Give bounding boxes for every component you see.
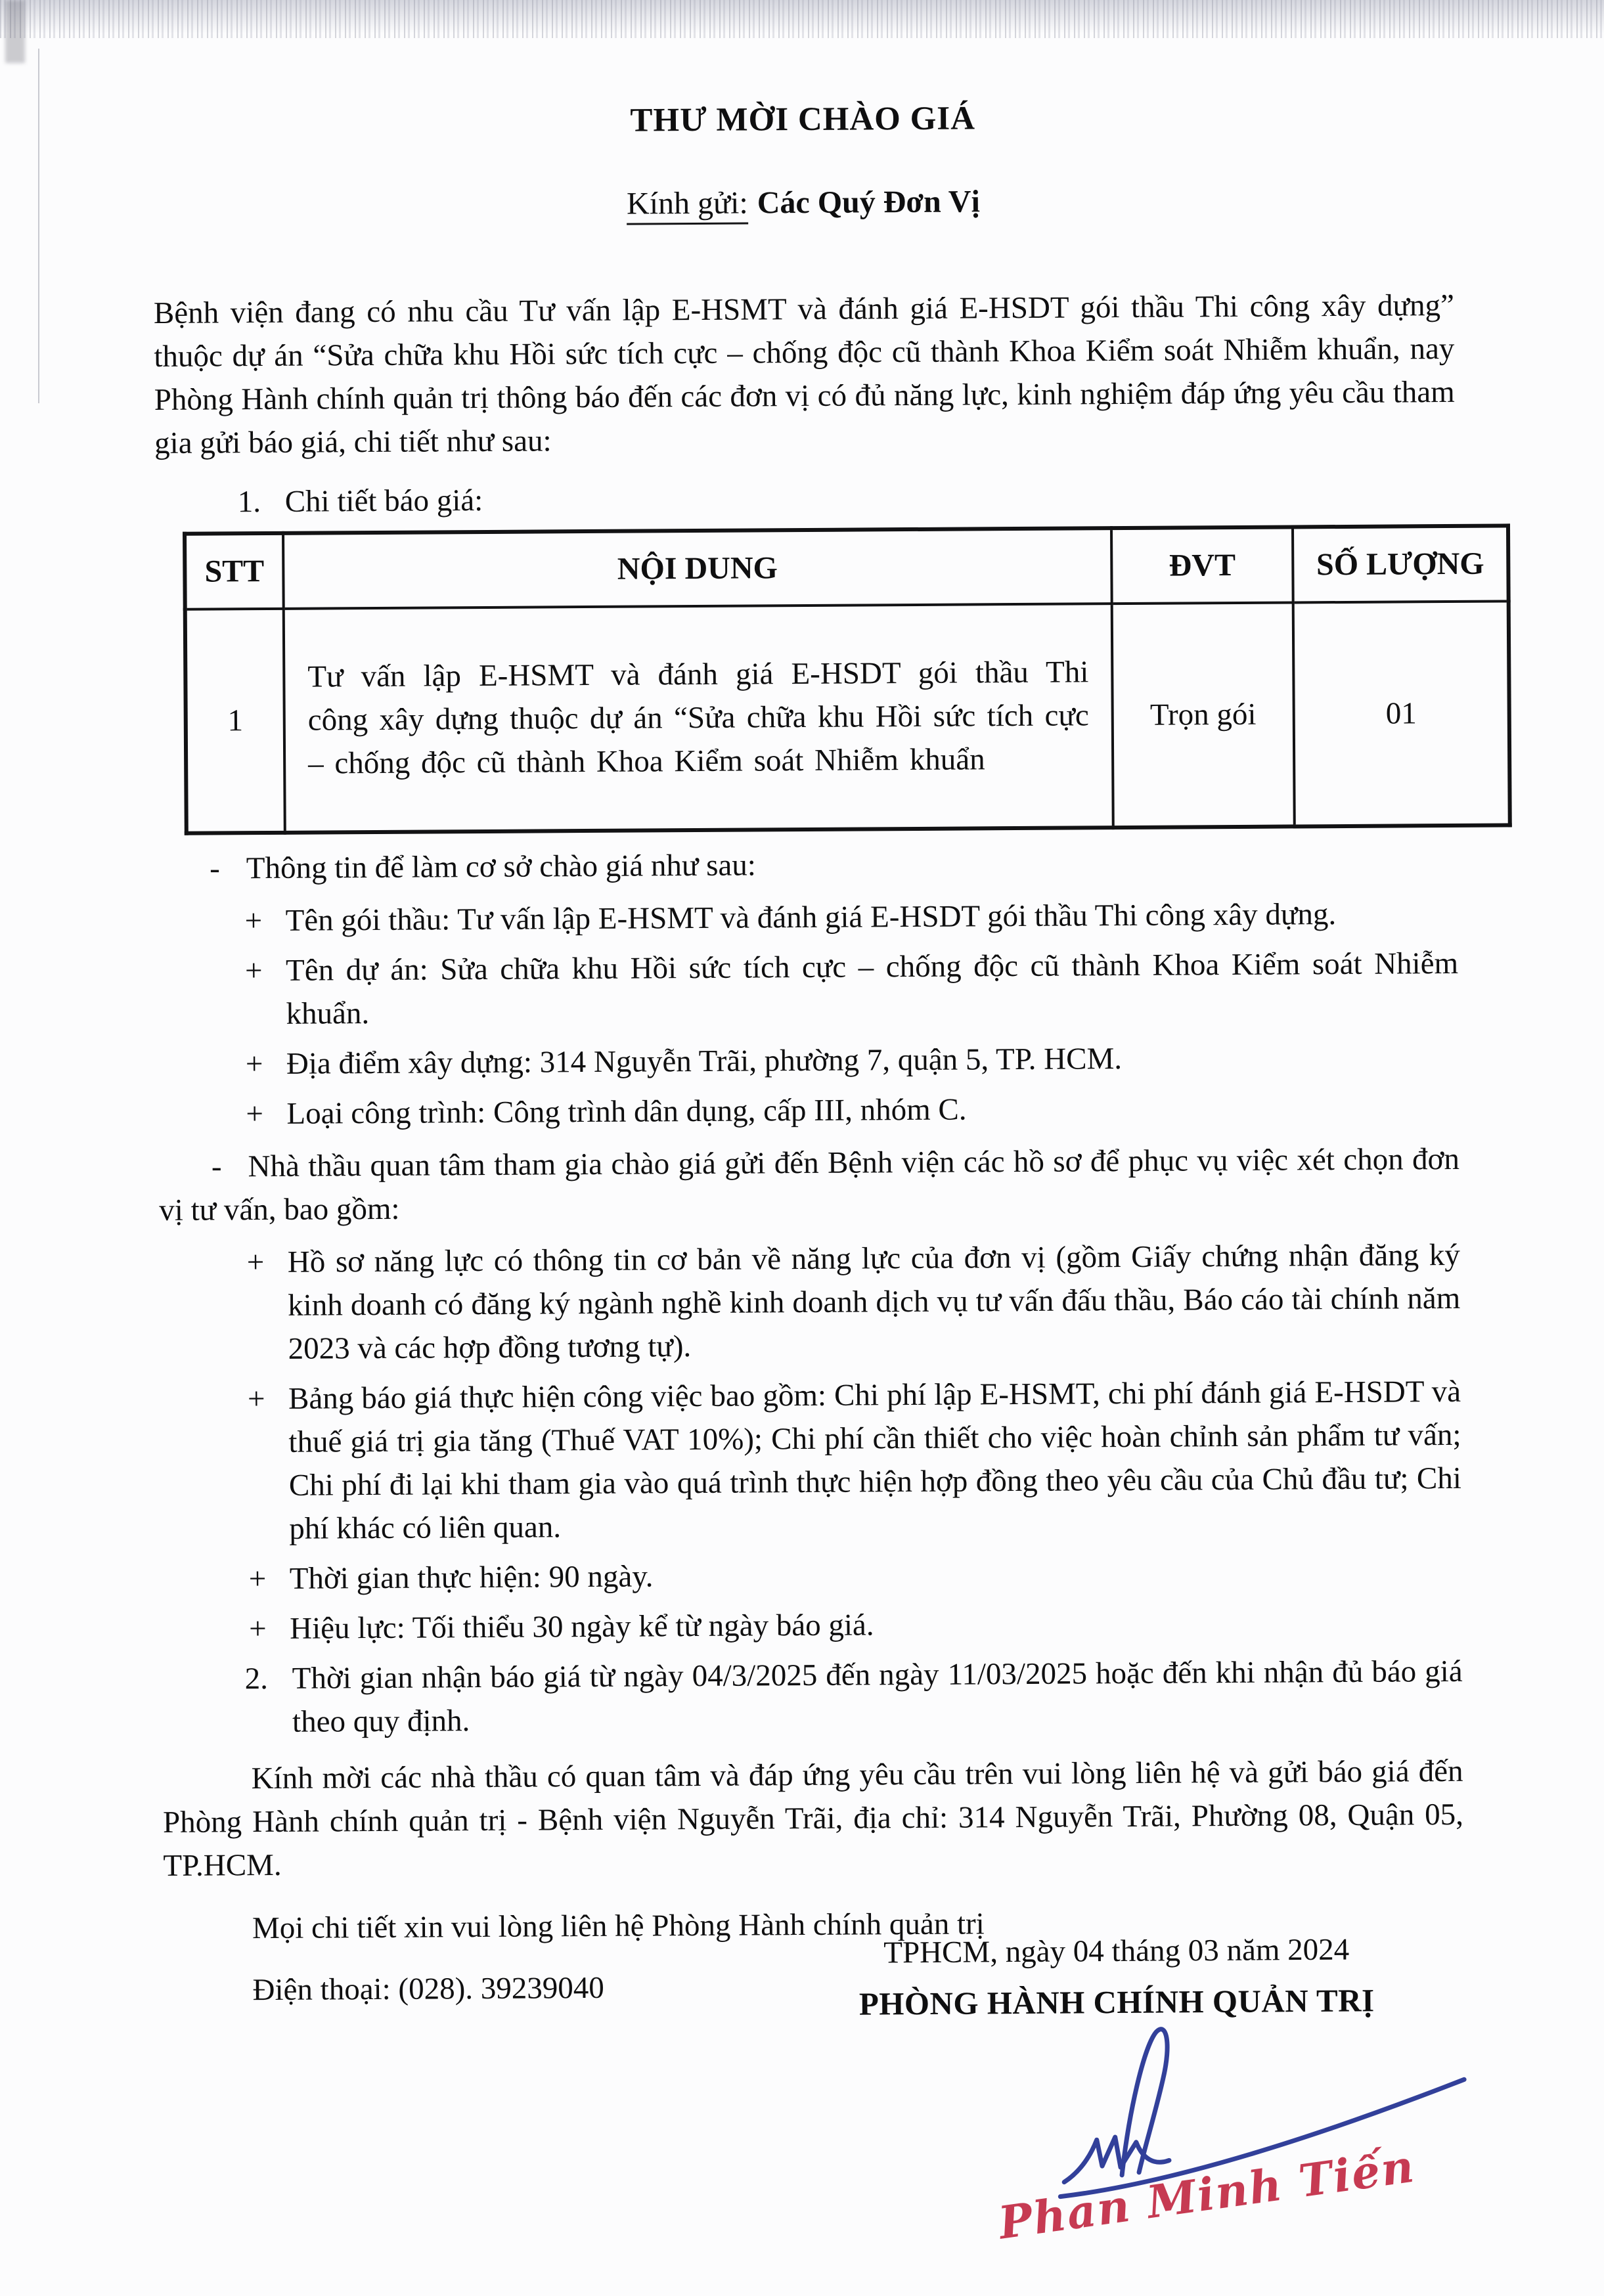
list-item-text: Tên gói thầu: Tư vấn lập E-HSMT và đánh giá E-HSDT gói thầu Thi công xây dựng. [285,897,1337,938]
salutation-value: Các Quý Đơn Vị [757,184,980,221]
list-item-plus-6 [160,1370,1462,1551]
list-item-text: Loại công trình: Công trình dân dụng, cấp III, nhóm C. [286,1092,967,1131]
cell-stt: 1 [185,609,285,833]
list-item-text: Thông tin để làm cơ sở chào giá như sau: [246,848,757,886]
list-item-text: Thời gian thực hiện: 90 ngày. [289,1559,654,1596]
list-item-plus-1 [157,892,1458,943]
signer-name: Phan Minh Tiến [995,2140,1419,2250]
table-row [185,601,1510,833]
col-header-so-luong: SỐ LƯỢNG [1293,525,1509,602]
section-1-number: 1. [237,485,261,519]
plus-marker: + [244,954,263,988]
dash-marker: - [209,851,220,886]
list-item-plus-2 [158,942,1459,1036]
scan-smudge [5,0,25,63]
list-item-plus-4 [158,1085,1459,1136]
section-2-number: 2. [244,1662,269,1696]
plus-marker: + [246,1245,265,1280]
list-item-text: Tên dự án: Sửa chữa khu Hồi sức tích cực – chống độc cũ thành Khoa Kiểm soát Nhiễm khuẩn. [285,946,1459,1031]
col-header-noi-dung: NỘI DUNG [283,528,1112,609]
scan-noise-band [0,0,1604,38]
col-header-stt: STT [185,533,284,609]
salutation-label: Kính gửi: [627,186,748,225]
list-item-dash-1 [157,839,1458,891]
list-item-text: Nhà thầu quan tâm tham gia chào giá gửi đến Bệnh viện các hồ sơ để phục vụ việc xét chọn đơn vị tư vấn, bao gồm: [159,1141,1460,1228]
letter-content [152,96,1484,2021]
quote-detail-table [183,523,1512,835]
section-2-item [162,1650,1463,1744]
intro-paragraph: Bệnh viện đang có nhu cầu Tư vấn lập E-HSMT và đánh giá E-HSDT gói thầu Thi công xây dựng” thuộc dự án “Sửa chữa khu Hồi sức tích cực – chống độc cũ thành Khoa Kiểm soát Nhiễm khuẩn, nay Phòng Hành chính quản trị thông báo đến các đơn vị có đủ năng lực, kinh nghiệm đáp ứng yêu cầu tham gia gửi báo giá, chi tiết như sau: [153,288,1455,461]
plus-marker: + [244,904,263,938]
plus-marker: + [248,1562,267,1597]
list-item-text: Bảng báo giá thực hiện công việc bao gồm: Chi phí lập E-HSMT, chi phí đánh giá E-HSDT và thuế giá trị gia tăng (Thuế VAT 10%); Chi phí cần thiết cho việc hoàn chỉnh sản phẩm tư vấn; Chi phí đi lại khi tham gia vào quá trình thực hiện hợp đồng theo yêu cầu của Chủ đầu tư; Chi phí khác có liên quan. [288,1374,1461,1546]
list-item-plus-5 [160,1233,1461,1371]
cell-so-luong: 01 [1293,601,1510,826]
signoff-block [780,1927,1454,2250]
list-item-text: Hiệu lực: Tối thiểu 30 ngày kể từ ngày báo giá. [290,1608,874,1646]
list-item-plus-7 [162,1550,1462,1601]
list-item-text: Địa điểm xây dựng: 314 Nguyễn Trãi, phường 7, quận 5, TP. HCM. [286,1042,1123,1081]
table-header-row [185,525,1509,609]
contact-note: Mọi chi tiết xin vui lòng liên hệ Phòng Hành chính quản trị [252,1907,985,1946]
plus-marker: + [247,1382,265,1417]
dash-marker: - [211,1149,222,1184]
cell-dvt: Trọn gói [1112,602,1295,828]
scan-artifact-line [38,49,39,403]
plus-marker: + [249,1612,267,1646]
plus-marker: + [245,1047,263,1082]
plus-marker: + [246,1097,264,1132]
list-item-text: Hồ sơ năng lực có thông tin cơ bản về năng lực của đơn vị (gồm Giấy chứng nhận đăng ký kinh doanh có đăng ký ngành nghề kinh doanh dịch vụ tư vấn đấu thầu, Báo cáo tài chính năm 2023 và các hợp đồng tương tự). [287,1237,1461,1366]
list-item-plus-8 [162,1600,1462,1651]
department-line: PHÒNG HÀNH CHÍNH QUẢN TRỊ [858,1982,1375,2022]
section-1-title: Chi tiết báo giá: [284,483,483,519]
page-title: THƯ MỜI CHÀO GIÁ [630,100,976,139]
salutation [153,177,1454,229]
list-item-dash-2 [159,1137,1460,1232]
list-item-plus-3 [158,1035,1459,1086]
section-2-text: Thời gian nhận báo giá từ ngày 04/3/2025 đến ngày 11/03/2025 hoặc đến khi nhận đủ báo giá theo quy định. [292,1654,1463,1739]
closing-paragraph: Kính mời các nhà thầu có quan tâm và đáp ứng yêu cầu trên vui lòng liên hệ và gửi báo giá đến Phòng Hành chính quản trị - Bệnh viện Nguyễn Trãi, địa chỉ: 314 Nguyễn Trãi, Phường 08, Quận 05, TP.HCM. [162,1754,1464,1883]
cell-noi-dung: Tư vấn lập E-HSMT và đánh giá E-HSDT gói thầu Thi công xây dựng thuộc dự án “Sửa chữa khu Hồi sức tích cực – chống độc cũ thành Khoa Kiểm soát Nhiễm khuẩn [284,604,1113,833]
date-line: TPHCM, ngày 04 tháng 03 năm 2024 [883,1932,1350,1970]
col-header-dvt: ĐVT [1111,527,1293,604]
section-1-heading [155,473,1456,524]
phone-line: Điện thoại: (028). 39239040 [252,1970,604,2008]
